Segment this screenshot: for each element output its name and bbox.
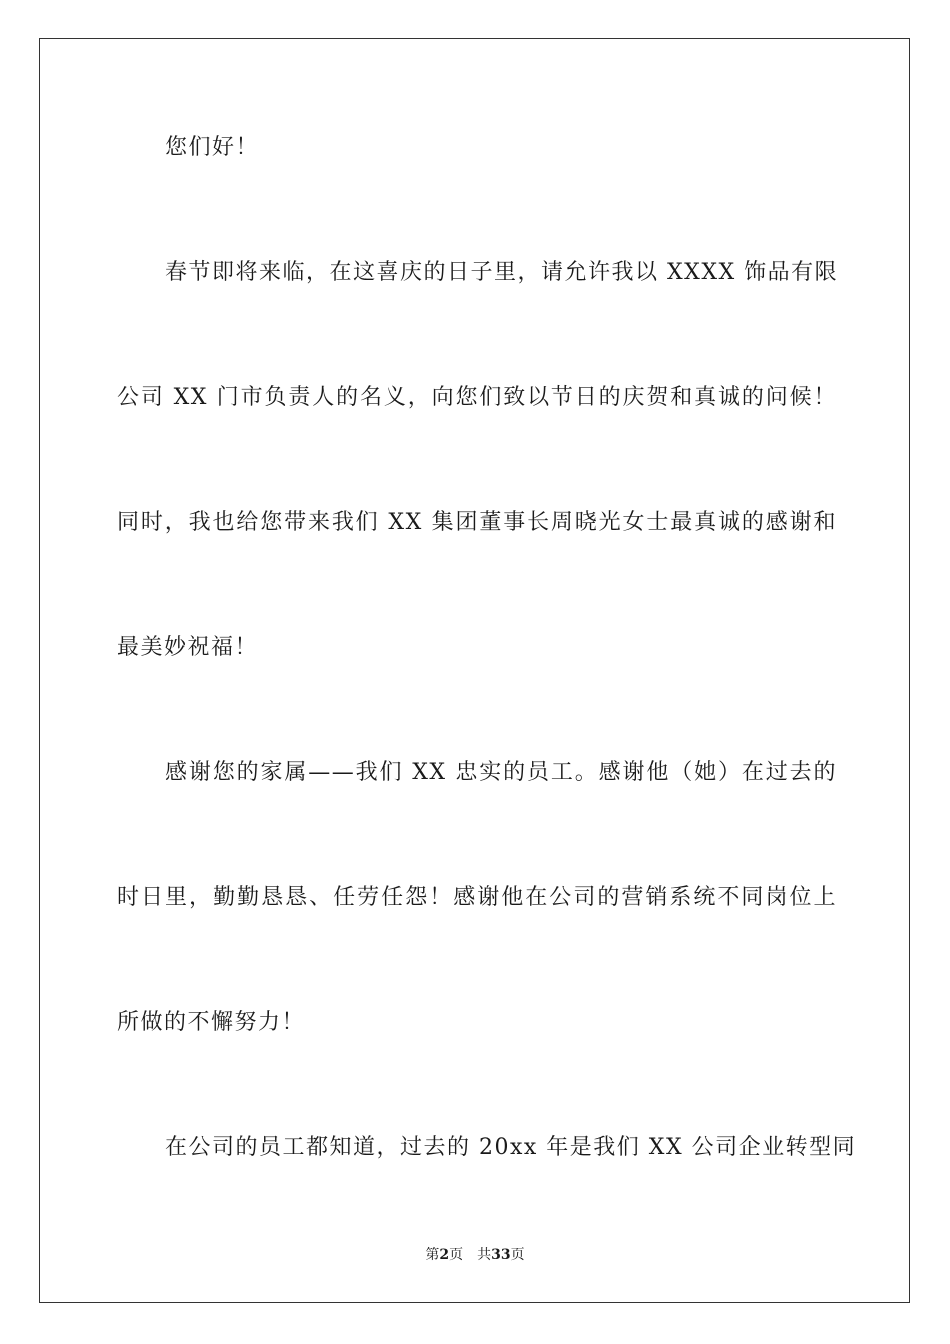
page-number: 2 <box>439 1247 450 1263</box>
paragraph-line: 感谢您的家属——我们 XX 忠实的员工。感谢他（她）在过去的 <box>165 760 837 785</box>
paragraph-line: 时日里，勤勤恳恳、任劳任怨！感谢他在公司的营销系统不同岗位上 <box>117 885 837 910</box>
page-label-prefix: 第 <box>425 1247 440 1263</box>
paragraph-line: 公司 XX 门市负责人的名义，向您们致以节日的庆贺和真诚的问候！ <box>117 385 837 410</box>
greeting-line: 您们好！ <box>165 135 260 160</box>
total-pages: 33 <box>491 1247 511 1263</box>
paragraph-line: 最美妙祝福！ <box>117 635 259 660</box>
total-label-suffix: 页 <box>510 1247 525 1263</box>
page-label-suffix: 页 <box>449 1247 464 1263</box>
paragraph-line: 在公司的员工都知道，过去的 20xx 年是我们 XX 公司企业转型同 <box>165 1135 857 1160</box>
paragraph-line: 所做的不懈努力！ <box>117 1010 306 1035</box>
paragraph-line: 同时，我也给您带来我们 XX 集团董事长周晓光女士最真诚的感谢和 <box>117 510 837 535</box>
paragraph-line: 春节即将来临，在这喜庆的日子里，请允许我以 XXXX 饰品有限 <box>165 260 839 285</box>
page-footer <box>0 1246 950 1264</box>
page-border <box>39 38 910 1303</box>
total-label-prefix: 共 <box>477 1247 492 1263</box>
